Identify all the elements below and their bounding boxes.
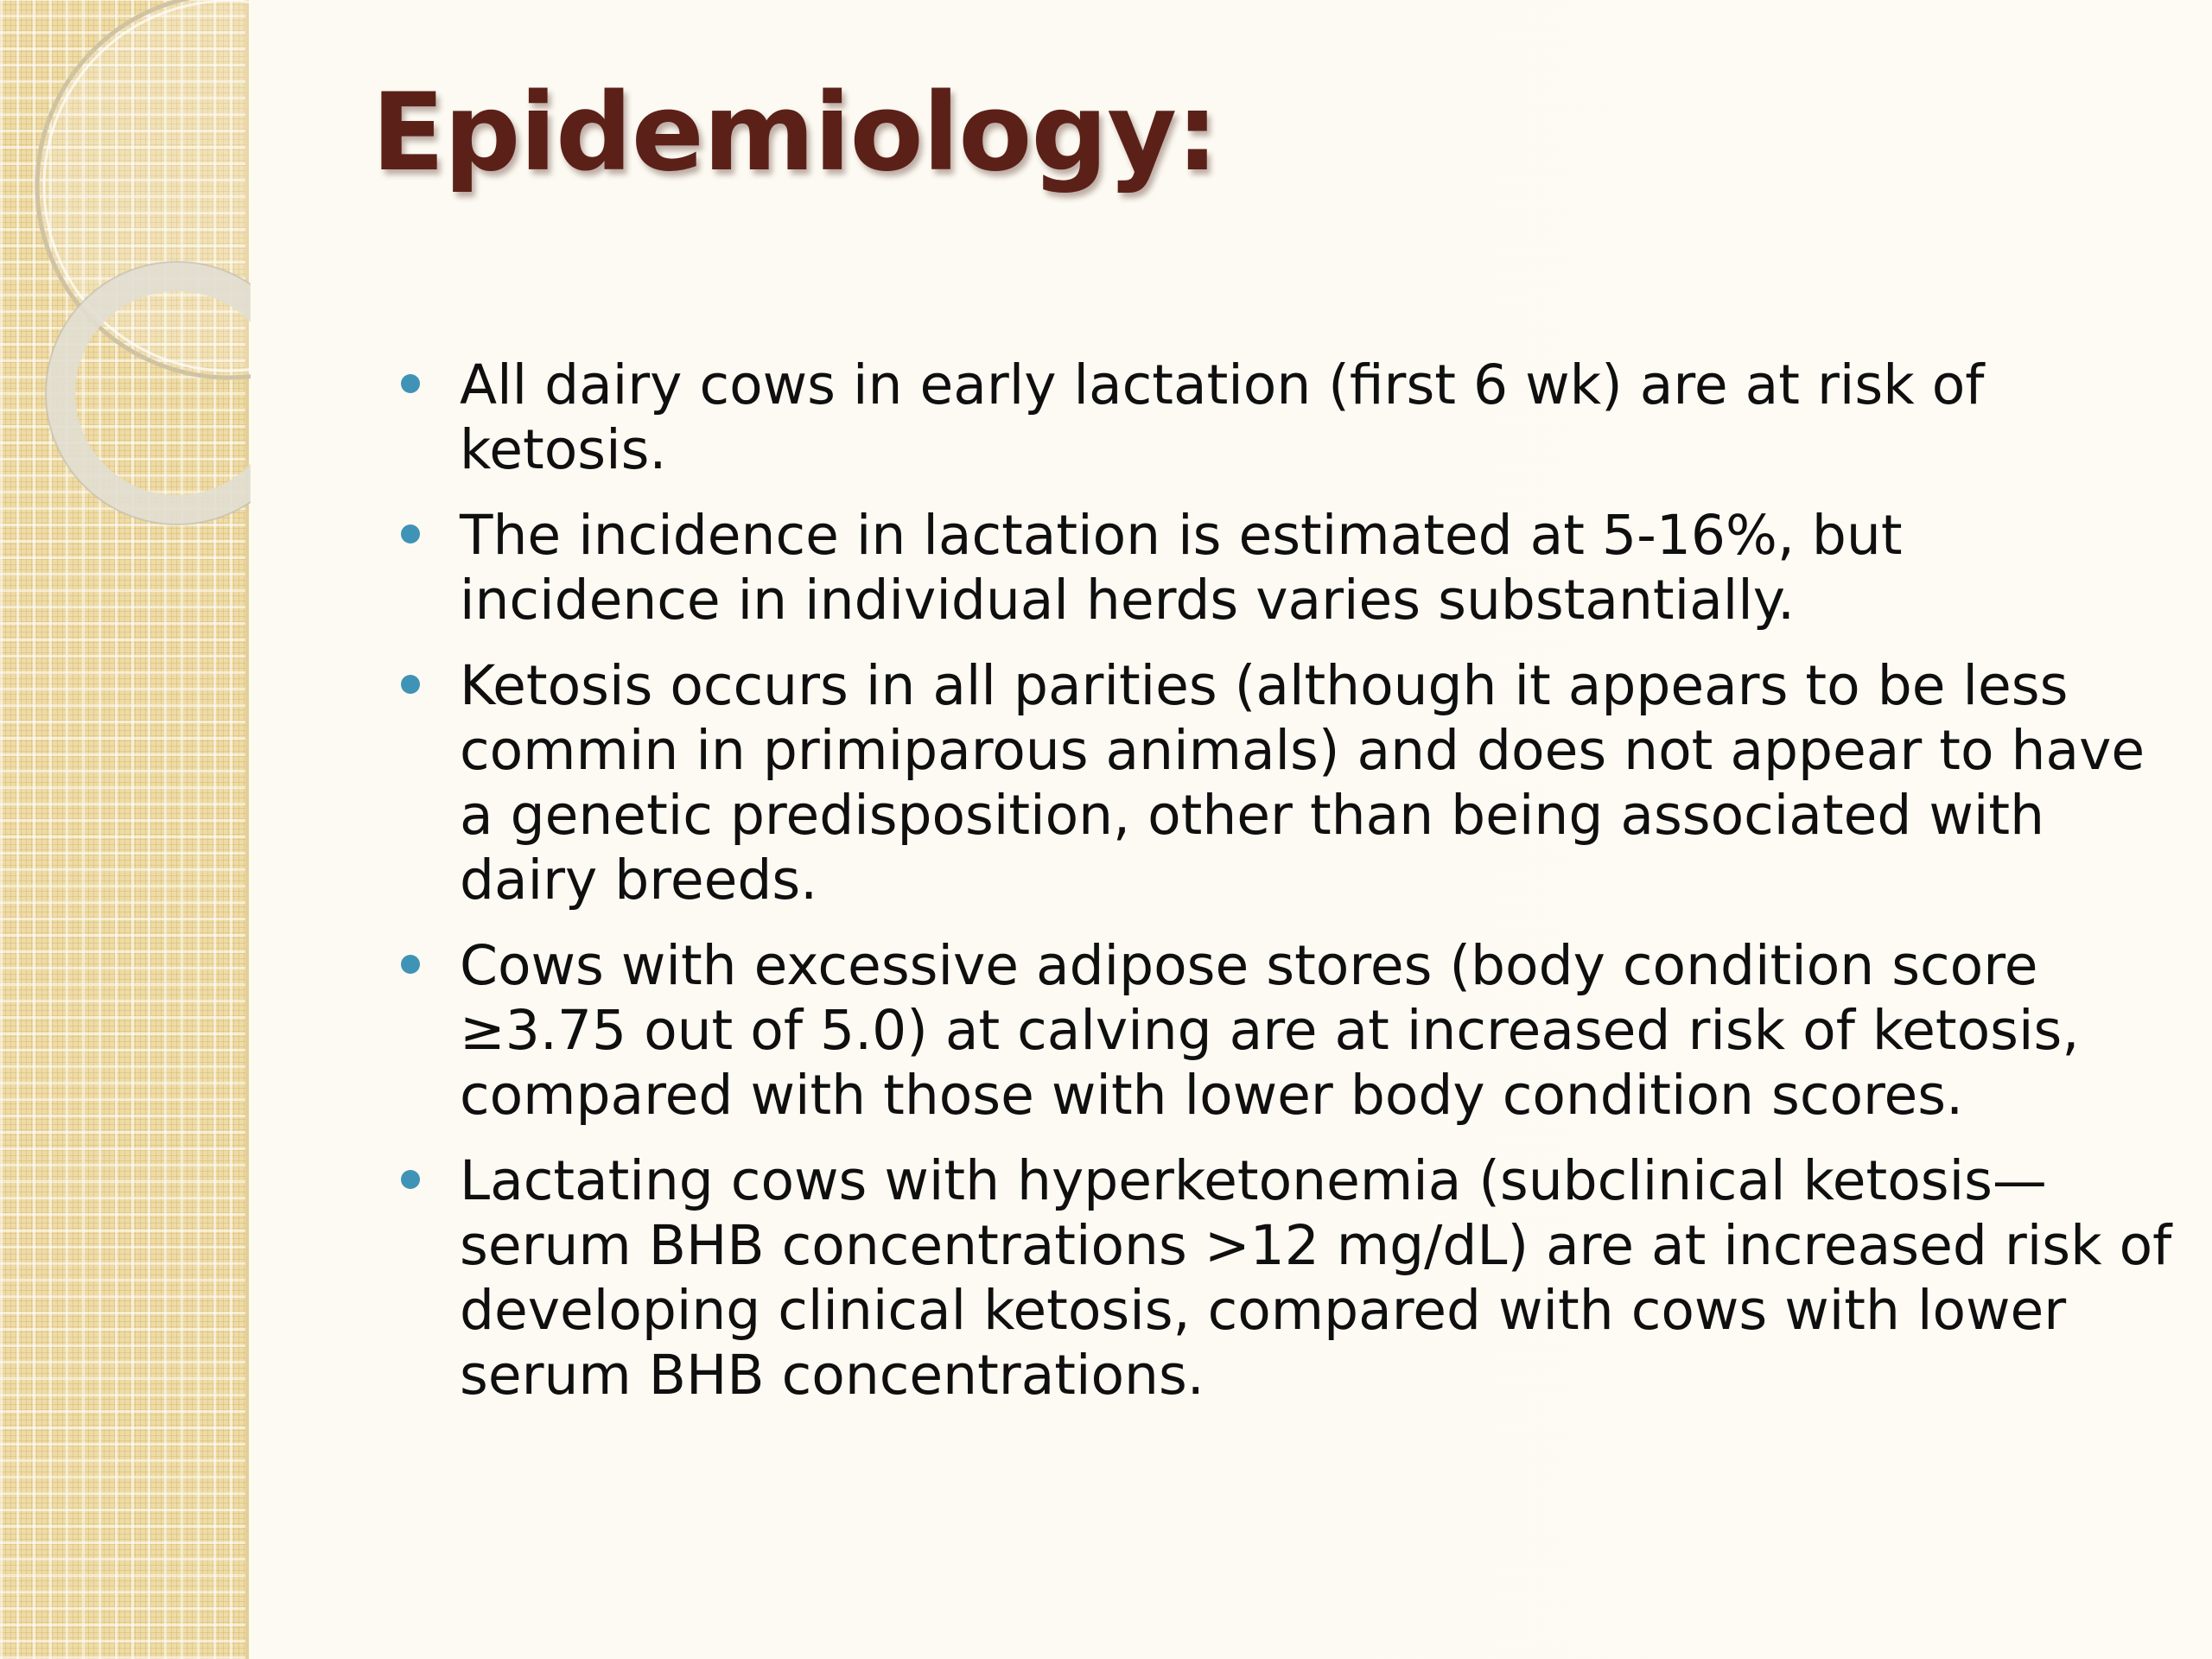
bullet-text: Cows with excessive adipose stores (body condition score ≥3.75 out of 5.0) at calving are at increased risk of ketosis, compared with those with lower body condition scores. — [460, 934, 2080, 1127]
list-item — [397, 503, 2177, 632]
bullet-dot-icon — [401, 524, 420, 543]
list-item — [397, 1148, 2177, 1408]
bullet-text: Ketosis occurs in all parities (although it appears to be less commin in primiparous animals) and does not appear to have a genetic predisposition, other than being associated with dairy breeds. — [460, 654, 2145, 912]
bullet-list — [397, 353, 2177, 1428]
bullet-dot-icon — [401, 955, 420, 974]
bullet-text: All dairy cows in early lactation (first 6 wk) are at risk of ketosis. — [460, 353, 1985, 481]
slide-title: Epidemiology: — [372, 71, 1218, 195]
list-item — [397, 933, 2177, 1128]
bullet-text: Lactating cows with hyperketonemia (subclinical ketosis—serum BHB concentrations >12 mg/dL) are at increased risk of developing clinical ketosis, compared with cows with lower serum BHB concentrations. — [460, 1149, 2172, 1407]
bullet-dot-icon — [401, 374, 420, 393]
decorative-rings — [0, 0, 251, 553]
bullet-text: The incidence in lactation is estimated at 5-16%, but incidence in individual herds varies substantially. — [460, 504, 1903, 632]
bullet-dot-icon — [401, 1170, 420, 1189]
list-item — [397, 353, 2177, 482]
bullet-dot-icon — [401, 675, 420, 694]
list-item — [397, 653, 2177, 912]
